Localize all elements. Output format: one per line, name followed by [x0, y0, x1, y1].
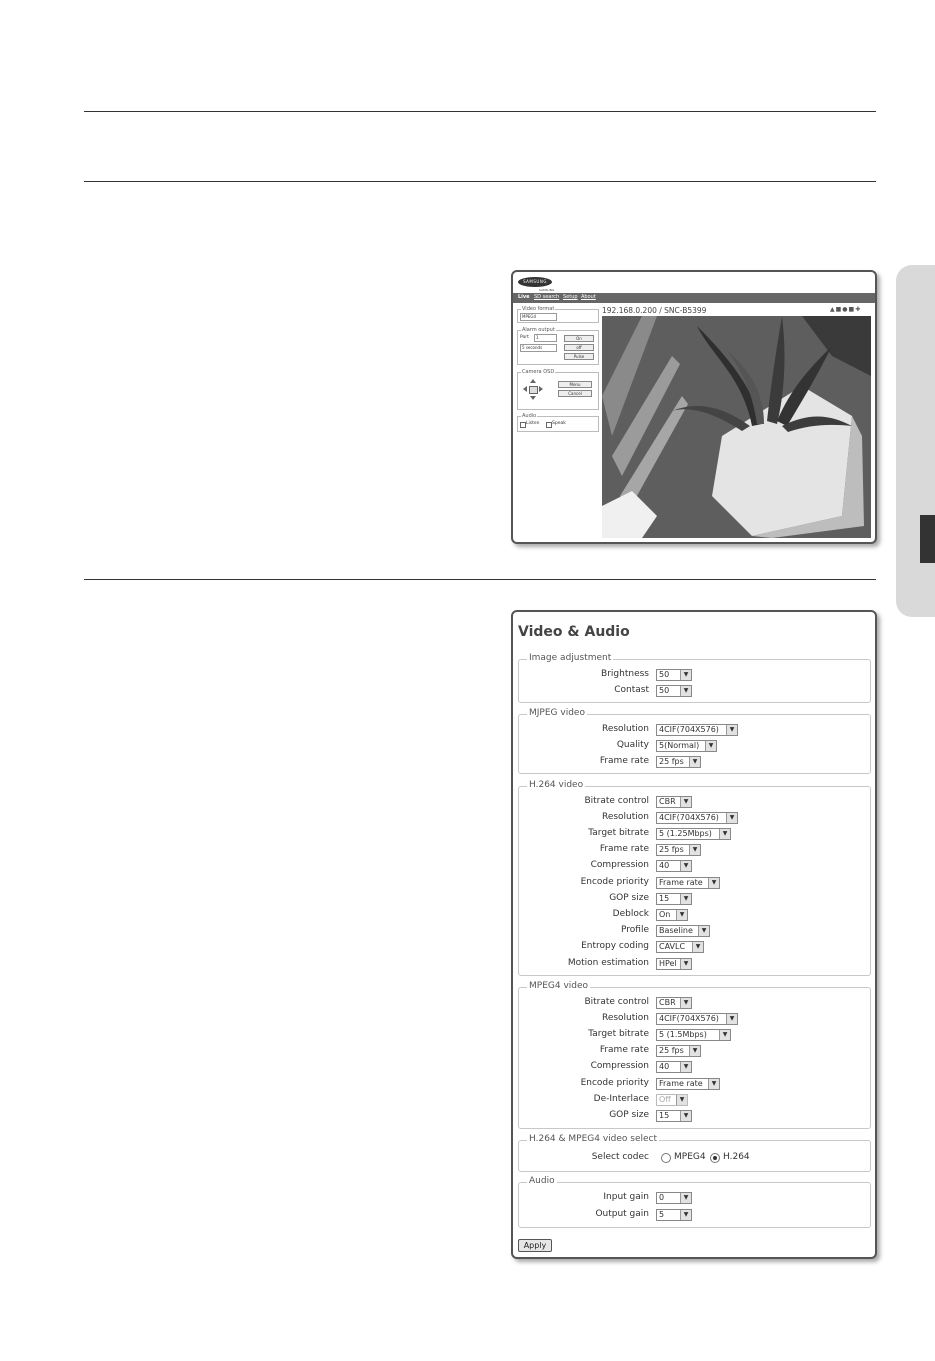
h264-radio-label: H.264 [723, 1152, 750, 1162]
mpeg4-de-interlace-select: Off ▼ [656, 1094, 688, 1106]
chapter-side-tab [896, 265, 935, 617]
chevron-down-icon: ▼ [680, 1111, 691, 1121]
h264-bitrate-control-label: Bitrate control [584, 796, 649, 806]
audio-gain-group [518, 1176, 871, 1228]
h264-motion-estimation-select[interactable]: HPel ▼ [656, 958, 692, 970]
chevron-down-icon: ▼ [692, 942, 703, 952]
h264-resolution-select[interactable]: 4CIF(704X576) ▼ [656, 812, 738, 824]
mjpeg-quality-select[interactable]: 5(Normal) ▼ [656, 740, 717, 752]
chevron-down-icon: ▼ [680, 1062, 691, 1072]
chapter-marker [920, 515, 935, 563]
mpeg4-frame-rate-select[interactable]: 25 fps ▼ [656, 1045, 701, 1057]
nav-about[interactable]: About [581, 294, 596, 300]
video-format-select[interactable]: MPEG4 [520, 313, 557, 321]
mpeg4-encode-priority-select[interactable]: Frame rate ▼ [656, 1078, 720, 1090]
mpeg4-video-group [518, 981, 871, 1129]
alarm-on-button[interactable]: On [564, 335, 594, 342]
video-format-group [517, 306, 599, 323]
h264-radio[interactable] [710, 1153, 720, 1163]
mpeg4-resolution-label: Resolution [601, 1013, 649, 1023]
rule-second [84, 181, 876, 182]
chevron-down-icon: ▼ [680, 894, 691, 904]
mjpeg-video-legend: MJPEG video [529, 708, 585, 718]
mjpeg-frame-rate-select[interactable]: 25 fps ▼ [656, 756, 701, 768]
chevron-down-icon: ▼ [680, 797, 691, 807]
speak-label: Speak [552, 421, 566, 426]
alarm-output-legend: Alarm output [522, 327, 555, 333]
h264-frame-rate-select[interactable]: 25 fps ▼ [656, 844, 701, 856]
duration-select[interactable]: 5 seconds [520, 344, 557, 352]
h264-entropy-coding-label: Entropy coding [581, 941, 649, 951]
input-gain-label: Input gain [603, 1192, 649, 1202]
h264-deblock-label: Deblock [612, 909, 649, 919]
chevron-down-icon: ▼ [705, 741, 716, 751]
h264-deblock-select[interactable]: On ▼ [656, 909, 688, 921]
image-adjustment-legend: Image adjustment [529, 653, 612, 663]
osd-menu-button[interactable]: Menu [558, 381, 592, 388]
h264-resolution-label: Resolution [601, 812, 649, 822]
mpeg4-frame-rate-label: Frame rate [599, 1045, 649, 1055]
output-gain-label: Output gain [595, 1209, 649, 1219]
h264-frame-rate-label: Frame rate [599, 844, 649, 854]
chevron-down-icon: ▼ [680, 959, 691, 969]
mjpeg-frame-rate-label: Frame rate [599, 756, 649, 766]
image-adjustment-group [518, 653, 871, 703]
mjpeg-quality-label: Quality [616, 740, 649, 750]
h264-motion-estimation-label: Motion estimation [567, 958, 649, 968]
nav-sd-search[interactable]: SD search [534, 294, 560, 300]
mpeg4-compression-label: Compression [590, 1061, 649, 1071]
codec-select-legend: H.264 & MPEG4 video select [529, 1134, 658, 1144]
rule-third [84, 579, 876, 580]
h264-profile-select[interactable]: Baseline ▼ [656, 925, 710, 937]
mpeg4-radio-label: MPEG4 [674, 1152, 706, 1162]
h264-target-bitrate-label: Target bitrate [588, 828, 649, 838]
chevron-down-icon: ▼ [680, 998, 691, 1008]
h264-target-bitrate-select[interactable]: 5 (1.25Mbps) ▼ [656, 828, 731, 840]
osd-left-icon[interactable] [523, 386, 527, 392]
chevron-down-icon: ▼ [680, 686, 691, 696]
samsung-logo-sub: SAMSUNG [539, 288, 555, 292]
listen-label: Listen [526, 421, 540, 426]
select-codec-label: Select codec [591, 1152, 649, 1162]
apply-button[interactable]: Apply [518, 1239, 552, 1252]
input-gain-select[interactable]: 0 ▼ [656, 1192, 692, 1204]
chevron-down-icon: ▼ [680, 861, 691, 871]
mjpeg-video-group [518, 708, 871, 774]
audio-gain-legend: Audio [529, 1176, 555, 1186]
h264-encode-priority-label: Encode priority [580, 877, 649, 887]
mpeg4-target-bitrate-select[interactable]: 5 (1.5Mbps) ▼ [656, 1029, 731, 1041]
mjpeg-resolution-select[interactable]: 4CIF(704X576) ▼ [656, 724, 738, 736]
contrast-label: Contast [614, 685, 649, 695]
chevron-down-icon: ▼ [719, 829, 730, 839]
codec-select-group [518, 1134, 871, 1172]
samsung-logo: SAMSUNG [518, 277, 552, 287]
mpeg4-compression-select[interactable]: 40 ▼ [656, 1061, 692, 1073]
port-label: Port [520, 335, 529, 340]
mpeg4-radio[interactable] [661, 1153, 671, 1163]
alarm-off-button[interactable]: off [564, 344, 594, 351]
page-title: Video & Audio [518, 624, 630, 640]
h264-profile-label: Profile [621, 925, 649, 935]
output-gain-select[interactable]: 5 ▼ [656, 1209, 692, 1221]
h264-compression-label: Compression [590, 860, 649, 870]
mpeg4-gop-size-label: GOP size [609, 1110, 649, 1120]
mpeg4-bitrate-control-select[interactable]: CBR ▼ [656, 997, 692, 1009]
video-audio-settings-screenshot [511, 610, 877, 1259]
osd-right-icon[interactable] [539, 386, 543, 392]
osd-down-icon[interactable] [530, 396, 536, 400]
video-format-legend: Video format [522, 306, 555, 312]
nav-setup[interactable]: Setup [563, 294, 578, 300]
mpeg4-encode-priority-label: Encode priority [580, 1078, 649, 1088]
brightness-label: Brightness [601, 669, 649, 679]
chevron-down-icon: ▼ [726, 1014, 737, 1024]
chevron-down-icon: ▼ [726, 725, 737, 735]
camera-address: 192.168.0.200 / SNC-B5399 [602, 306, 707, 315]
osd-up-icon[interactable] [530, 379, 536, 383]
audio-legend: Audio [522, 413, 537, 419]
h264-gop-size-label: GOP size [609, 893, 649, 903]
h264-compression-select[interactable]: 40 ▼ [656, 860, 692, 872]
top-nav [513, 293, 875, 303]
camera-osd-legend: Camera OSD [522, 369, 555, 375]
chevron-down-icon: ▼ [680, 1210, 691, 1220]
rule-top [84, 111, 876, 112]
control-panel [515, 306, 599, 538]
h264-encode-priority-select[interactable]: Frame rate ▼ [656, 877, 720, 889]
chevron-down-icon: ▼ [689, 757, 700, 767]
chevron-down-icon: ▼ [680, 1193, 691, 1203]
chevron-down-icon: ▼ [689, 1046, 700, 1056]
port-select[interactable]: 1 [534, 334, 557, 342]
chevron-down-icon: ▼ [680, 670, 691, 680]
mpeg4-gop-size-select[interactable]: 15 ▼ [656, 1110, 692, 1122]
chevron-down-icon: ▼ [708, 1079, 719, 1089]
mpeg4-video-legend: MPEG4 video [529, 981, 589, 991]
mpeg4-de-interlace-label: De-Interlace [593, 1094, 649, 1104]
viewer-toolbar-icons[interactable]: ▲■●■✚ [830, 306, 862, 313]
h264-video-group [518, 780, 871, 976]
live-video-frame [602, 316, 871, 538]
h264-entropy-coding-select[interactable]: CAVLC ▼ [656, 941, 704, 953]
osd-center-icon[interactable] [529, 386, 538, 394]
camera-osd-group [517, 369, 599, 410]
chevron-down-icon: ▼ [676, 910, 687, 920]
mpeg4-target-bitrate-label: Target bitrate [588, 1029, 649, 1039]
chevron-down-icon: ▼ [689, 845, 700, 855]
mpeg4-bitrate-control-label: Bitrate control [584, 997, 649, 1007]
chevron-down-icon: ▼ [719, 1030, 730, 1040]
h264-bitrate-control-select[interactable]: CBR ▼ [656, 796, 692, 808]
chevron-down-icon: ▼ [726, 813, 737, 823]
chevron-down-icon: ▼ [676, 1095, 687, 1105]
chevron-down-icon: ▼ [698, 926, 709, 936]
nav-live[interactable]: Live [518, 294, 530, 300]
brightness-select[interactable]: 50 ▼ [656, 669, 692, 681]
plant-photo [602, 316, 871, 538]
h264-gop-size-select[interactable]: 15 ▼ [656, 893, 692, 905]
h264-video-legend: H.264 video [529, 780, 584, 790]
mjpeg-resolution-label: Resolution [601, 724, 649, 734]
contrast-select[interactable]: 50 ▼ [656, 685, 692, 697]
mpeg4-resolution-select[interactable]: 4CIF(704X576) ▼ [656, 1013, 738, 1025]
chevron-down-icon: ▼ [708, 878, 719, 888]
alarm-pulse-button[interactable]: Pulse [564, 353, 594, 360]
alarm-output-group [517, 327, 599, 365]
audio-group [517, 413, 599, 432]
live-viewer-screenshot [511, 270, 877, 544]
osd-cancel-button[interactable]: Cancel [558, 390, 592, 397]
